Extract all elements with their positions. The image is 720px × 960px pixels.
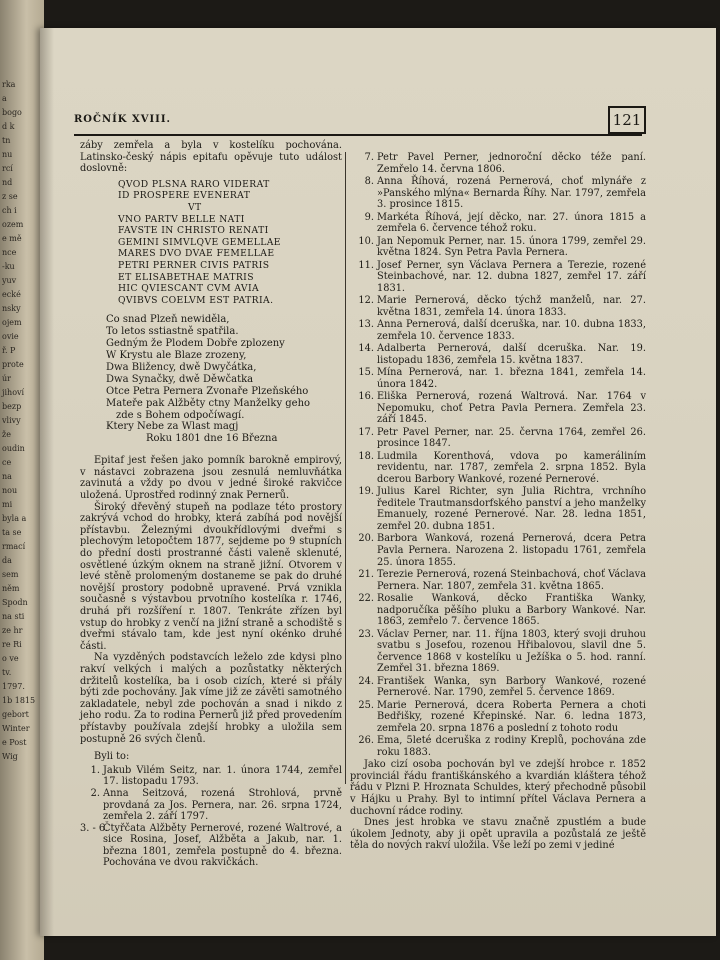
- list-item-number: 23.: [358, 628, 374, 640]
- list-item-number: 17.: [358, 426, 374, 438]
- list-item-number: 26.: [358, 735, 374, 747]
- poem-line: Otce Petra Pernera Zvonaře Plzeňského: [106, 385, 309, 397]
- paragraph: Epitaf jest řešen jako pomník barokně empirový, v nástavci zobrazena jsou zesnulá nemluvňátka zavinutá a vždy po dvou v jedné široké rakvičce uložená. Uprostřed rodinný znak Pernerů.: [80, 455, 342, 502]
- list-item-number: 11.: [358, 259, 374, 271]
- list-item: [350, 629, 646, 675]
- facing-page-text-fragment: z se: [2, 192, 18, 201]
- list-item-text: Adalberta Pernerová, další dceruška. Nar. 19. listopadu 1836, zemřela 15. května 1837.: [377, 343, 646, 366]
- facing-page-text-fragment: tn: [2, 136, 11, 145]
- list-item-text: Marie Pernerová, dcera Roberta Pernera a choti Bedřišky, rozené Křepinské. Nar. 6. ledna 1873, zemřela 20. srpna 1876 a poslední z tohoto rodu: [377, 699, 646, 734]
- facing-page-text-fragment: na: [2, 472, 12, 481]
- burial-list-label: Byli to:: [94, 751, 130, 763]
- list-item-number: 12.: [358, 295, 374, 307]
- facing-page-text-fragment: byla a: [2, 514, 27, 523]
- list-item-number: 20.: [358, 533, 374, 545]
- facing-page-text-fragment: něm: [2, 584, 20, 593]
- list-item: [350, 391, 646, 426]
- facing-page-text-fragment: rmací: [2, 542, 26, 551]
- column-divider: [345, 152, 346, 784]
- epitaph-line: FAVSTE IN CHRISTO RENATI: [118, 225, 269, 237]
- facing-page-text-fragment: na sti: [2, 612, 25, 621]
- facing-page-text-fragment: Wig: [2, 752, 18, 761]
- volume-title: ROČNÍK XVIII.: [74, 114, 172, 125]
- epitaph-line: QVIBVS COELVM EST PATRIA.: [118, 294, 274, 306]
- facing-page-text-fragment: bogo: [2, 108, 22, 117]
- poem-line: Gedným že Plodem Dobře zplozeny: [106, 338, 285, 350]
- epitaph-line: ID PROSPERE EVENERAT: [118, 190, 251, 202]
- facing-page-text-fragment: -ku: [2, 262, 15, 271]
- list-item-text: Anna Seitzová, rozená Strohlová, prvně provdaná za Jos. Pernera, nar. 26. srpna 1724, zemřela 2. září 1797.: [103, 787, 342, 823]
- latin-epitaph: [118, 179, 342, 307]
- list-item: [350, 593, 646, 628]
- facing-page-text-fragment: nsky: [2, 304, 21, 313]
- list-item-text: Eliška Pernerová, rozená Waltrová. Nar. 1764 v Nepomuku, choť Petra Pavla Pernera. Zemřela 23. září 1845.: [377, 391, 646, 426]
- facing-page-text-fragment: ze hr: [2, 626, 23, 635]
- facing-page-text-fragment: 1797.: [2, 682, 25, 691]
- list-item-text: Barbora Wanková, rozená Pernerová, dcera Petra Pavla Pernera. Narozena 2. listopadu 1761, zemřela 25. února 1855.: [377, 533, 646, 568]
- list-item: [350, 367, 646, 390]
- left-column: [80, 140, 342, 869]
- facing-page-text-fragment: yuv: [2, 276, 17, 285]
- facing-page-text-fragment: e mě: [2, 234, 22, 243]
- facing-page-text-fragment: ta se: [2, 528, 22, 537]
- burial-list: [80, 765, 342, 869]
- list-item-number: 25.: [358, 699, 374, 711]
- facing-page-text-fragment: ojem: [2, 318, 22, 327]
- list-item-number: 16.: [358, 391, 374, 403]
- page-number: 121: [608, 106, 646, 134]
- facing-page-text-fragment: ozem: [2, 220, 24, 229]
- list-item-text: Rosalie Wanková, děcko Františka Wanky, nadporučíka pěšího pluku a Barbory Wankové. Nar. 1863, zemřelo 7. července 1865.: [377, 592, 646, 628]
- facing-page-text-fragment: nce: [2, 248, 17, 257]
- facing-page-text-fragment: oudin: [2, 444, 25, 453]
- poem-line: To letos sstiastně spatřila.: [106, 326, 239, 338]
- list-item-number: 19.: [358, 486, 374, 498]
- running-header: [74, 112, 642, 136]
- list-item-number: 1.: [90, 764, 100, 776]
- paragraph: Dnes jest hrobka ve stavu značně zpustlém a bude úkolem Jednoty, aby ji opět upravila a pozůstalá ze ještě těla do nových rakví uložila. Vše leží po zemi v jediné: [350, 817, 646, 852]
- epitaph-line: ET ELISABETHAE MATRIS: [118, 271, 254, 283]
- facing-page-text-fragment: úr: [2, 374, 11, 383]
- list-item: [350, 427, 646, 450]
- facing-page-text-fragment: mi: [2, 500, 13, 509]
- facing-page-text-fragment: e Post: [2, 738, 27, 747]
- facing-page-text-fragment: sem: [2, 570, 19, 579]
- facing-page-text-fragment: jihoví: [2, 388, 25, 397]
- list-item-text: Václav Perner, nar. 11. října 1803, který svoji druhou svatbu s Josefou, rozenou Hřibalovou, slavil dne 5. července 1868 v kostelíku u Ježíška o 5. hod. ranní. Zemřel 31. března 1869.: [377, 628, 646, 675]
- list-item-text: Jan Nepomuk Perner, nar. 15. února 1799, zemřel 29. května 1824. Syn Petra Pavla Pernera.: [377, 235, 646, 259]
- poem-line: W Krystu ale Blaze zrozeny,: [106, 350, 247, 362]
- facing-page-text-fragment: gebort: [2, 710, 29, 719]
- facing-page-text-fragment: rcí: [2, 164, 13, 173]
- list-item-text: Anna Pernerová, další dceruška, nar. 10. dubna 1833, zemřela 10. července 1833.: [377, 319, 646, 342]
- facing-page-text-fragment: a: [2, 94, 7, 103]
- list-item-text: František Wanka, syn Barbory Wankové, rozené Pernerové. Nar. 1790, zemřel 5. července 1869.: [377, 675, 646, 699]
- list-item-text: Ludmila Korenthová, vdova po kameráliním revidentu, nar. 1787, zemřela 2. srpna 1852. Byla dcerou Barbory Wankové, rozené Pernerové.: [377, 450, 646, 485]
- list-item-text: Čtyřčata Alžběty Pernerové, rozené Waltrové, a sice Rosina, Josef, Alžběta a Jakub, nar. 1. března 1801, zemřela postupně do 4. března. Pochována ve dvou rakvičkách.: [103, 822, 342, 869]
- list-item: [80, 788, 342, 823]
- list-item-number: 14.: [358, 343, 374, 355]
- paragraph: Na vyzděných podstavcích leželo zde kdysi plno rakví velkých i malých a pozůstatky některých držitelů kostelíka, ba i osob cizích, které si přály býti zde pochovány. Jak víme již ze závěti samotného zakladatele, nebyl zde pochován a snad i nikdo z jeho rodu. Za to rodina Pernerů již před provedením přístavby používala zdejší hrobky a uložila sem postupně 26 svých členů.: [80, 652, 342, 745]
- list-item: [350, 176, 646, 211]
- list-item: [350, 260, 646, 295]
- list-item-number: 22.: [358, 592, 374, 604]
- facing-page-text-fragment: nu: [2, 150, 13, 159]
- facing-page-text-fragment: ecké: [2, 290, 21, 299]
- list-item-text: Markéta Říhová, její děcko, nar. 27. února 1815 a zemřela 6. července téhož roku.: [377, 211, 646, 235]
- burial-list-continued: [350, 152, 646, 758]
- list-item: [350, 212, 646, 235]
- list-item-number: 3. - 6.: [80, 822, 109, 834]
- list-item-text: Petr Pavel Perner, jednoroční děcko téže paní. Zemřelo 14. června 1806.: [377, 152, 646, 175]
- poem-line: Roku 1801 dne 16 Březnа: [146, 433, 278, 445]
- paragraph: Široký dřevěný stupeň na podlaze této prostory zakrývá vchod do hrobky, která zabíhá pod novější přístavbu. Železnými dvoukřídlovými dveřmi s plechovým letopočtem 1877, sejdeme po 9 stupních do přední dosti prostranné části valeně sklenuté, osvětlené úzkým oknem na straně jižní. Otvorem v levé stěně prolomeným dostaneme se pak do druhé novější prostory podobně upravené. Prvá vznikla současně s výstavbou prvotního kostelíka r. 1746, druhá při rozšíření r. 1807. Tenkráte zřízen byl vstup do hrobky z venčí na jižní straně a schodiště s dveřmi stávalo tam, kde jest nyní okénko druhé části.: [80, 501, 342, 652]
- list-item-text: Jakub Vilém Seitz, nar. 1. února 1744, zemřel 17. listopadu 1793.: [103, 764, 342, 788]
- epitaph-line: HIC QVIESCANT CVM AVIA: [118, 283, 260, 295]
- list-item: [350, 236, 646, 259]
- list-item: [350, 451, 646, 486]
- facing-page-text-fragment: ce: [2, 458, 12, 467]
- list-item: [350, 319, 646, 342]
- facing-page-text-fragment: da: [2, 556, 12, 565]
- list-item: [350, 533, 646, 568]
- facing-page-text-fragment: re Ri: [2, 640, 22, 649]
- poem-line: zde s Bohem odpočíwagí.: [116, 409, 245, 421]
- facing-page-text-fragment: že: [2, 430, 11, 439]
- facing-page-text-fragment: ř. P: [2, 346, 16, 355]
- list-item-number: 18.: [358, 450, 374, 462]
- poem-line: Dwa Synačky, dwě Děwčatka: [106, 373, 254, 385]
- list-item-number: 7.: [364, 152, 374, 163]
- facing-page-text-fragment: ovie: [2, 332, 19, 341]
- list-item-text: Anna Říhová, rozená Pernerová, choť mlynáře z »Panského mlýna« Bernarda Říhy. Nar. 1797, zemřela 3. prosince 1815.: [377, 175, 646, 211]
- epitaph-line: VT: [188, 201, 202, 213]
- list-item-text: Terezie Pernerová, rozená Steinbachová, choť Václava Pernera. Nar. 1807, zemřela 31. května 1865.: [377, 568, 646, 592]
- list-item-number: 24.: [358, 675, 374, 687]
- list-item: [350, 735, 646, 758]
- czech-epitaph-poem: [106, 314, 342, 445]
- list-item: [350, 700, 646, 735]
- list-item: [350, 152, 646, 175]
- list-item: [350, 569, 646, 592]
- right-column: [350, 152, 646, 852]
- facing-page-text-fragment: bezp: [2, 402, 22, 411]
- list-item-number: 15.: [358, 367, 374, 379]
- poem-line: Ktery Nebe za Wlast magj: [106, 421, 239, 433]
- list-item-text: Petr Pavel Perner, nar. 25. června 1764, zemřel 26. prosince 1847.: [377, 426, 646, 450]
- gutter-shadow: [40, 28, 54, 936]
- epitaph-line: PETRI PERNER CIVIS PATRIS: [118, 259, 270, 271]
- facing-page-text-fragment: rka: [2, 80, 16, 89]
- list-item-number: 10.: [358, 235, 374, 247]
- poem-line: Co snad Plzeň newiděla,: [106, 314, 230, 326]
- epitaph-line: GEMINI SIMVLQVE GEMELLAE: [118, 236, 281, 248]
- epitaph-line: MARES DVO DVAE FEMELLAE: [118, 248, 275, 260]
- list-item-number: 2.: [90, 787, 100, 799]
- list-item: [350, 295, 646, 318]
- list-item: [80, 765, 342, 788]
- list-item-text: Ema, 5leté dceruška z rodiny Kreplů, pochována zde roku 1883.: [377, 735, 646, 758]
- list-item-text: Marie Pernerová, děcko týchž manželů, nar. 27. května 1831, zemřela 14. února 1833.: [377, 295, 646, 318]
- poem-line: Dwa Bližency, dwě Dwyčátka,: [106, 361, 257, 373]
- paragraph: Jako cizí osoba pochován byl ve zdejší hrobce r. 1852 provinciál řádu františkánského a kvardián kláštera téhož řádu v Plzni P. Hroznata Schuldes, který přechodně působil v Hájku u Prahy. Byl to intimní přítel Václava Pernera a duchovní rádce rodiny.: [350, 759, 646, 817]
- facing-page-text-fragment: o ve: [2, 654, 19, 663]
- facing-page-text-fragment: d k: [2, 122, 15, 131]
- list-item-number: 21.: [358, 568, 374, 580]
- poem-line: Mateře pak Alžběty ctny Manželky geho: [106, 397, 311, 409]
- facing-page-text-fragment: Winter: [2, 724, 30, 733]
- facing-page-text-fragment: 1b 1815: [2, 696, 36, 705]
- facing-page-text-fragment: ch i: [2, 206, 17, 215]
- list-item: [350, 343, 646, 366]
- book-page: [40, 28, 716, 936]
- epitaph-line: QVOD PLSNA RARO VIDERAT: [118, 178, 270, 190]
- list-item-text: Josef Perner, syn Václava Pernera a Terezie, rozené Steinbachové, nar. 12. dubna 1827, zemřel 17. září 1831.: [377, 259, 646, 294]
- facing-page-text-fragment: nou: [2, 486, 18, 495]
- list-item-number: 8.: [364, 175, 374, 187]
- facing-page-text-fragment: prote: [2, 360, 24, 369]
- list-item-number: 13.: [358, 319, 374, 331]
- list-item-number: 9.: [364, 211, 374, 223]
- epitaph-line: VNO PARTV BELLE NATI: [118, 213, 245, 225]
- list-item-text: Julius Karel Richter, syn Julia Richtra, vrchního ředitele Trautmansdorfského panství a jeho manželky Emanuely, rozené Pernerové. Nar. 28. ledna 1851, zemřel 20. dubna 1851.: [377, 486, 646, 532]
- list-item: [80, 823, 342, 869]
- list-item: [350, 676, 646, 699]
- facing-page-text-fragment: vlivy: [2, 416, 21, 425]
- list-item-text: Mína Pernerová, nar. 1. března 1841, zemřela 14. února 1842.: [377, 367, 646, 390]
- facing-page-text-fragment: tv.: [2, 668, 12, 677]
- facing-page-text-fragment: nd: [2, 178, 13, 187]
- facing-page-text-fragment: Spodn: [2, 598, 28, 607]
- facing-left-page: [0, 0, 44, 960]
- intro-paragraph: záby zemřela a byla v kostelíku pochována. Latinsko-český nápis epitafu opěvuje tuto událost doslovně:: [80, 140, 342, 175]
- list-item: [350, 486, 646, 532]
